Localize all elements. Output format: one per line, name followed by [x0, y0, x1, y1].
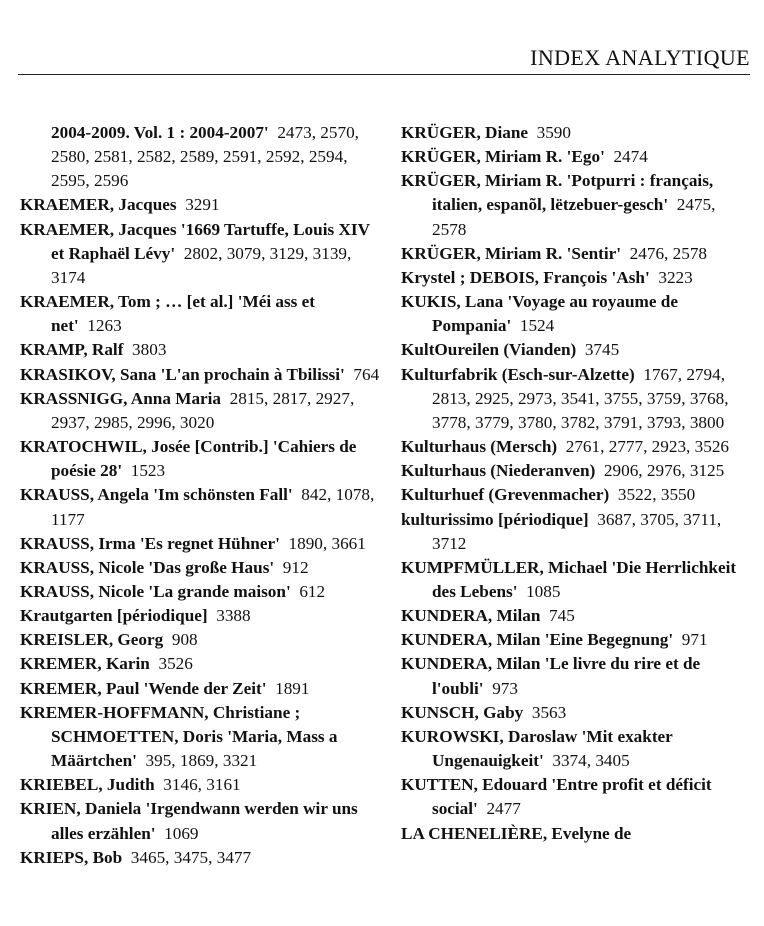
index-entry [20, 701, 380, 773]
index-entry-references: 3522, 3550 [617, 485, 696, 505]
index-entry [20, 363, 380, 387]
index-entry-heading: KUNDERA, Milan [401, 606, 541, 626]
index-entry [20, 338, 380, 362]
index-entry-references: 2474 [613, 147, 648, 167]
index-entry-heading: KRIEBEL, Judith [20, 775, 155, 795]
index-entry-references: 842, 1078, 1177 [51, 485, 375, 529]
index-entry-heading: Krautgarten [périodique] [20, 606, 208, 626]
index-entry [401, 242, 751, 266]
index-entry-references: 3563 [531, 702, 567, 722]
index-entry-references: 3526 [158, 654, 193, 674]
index-entry-heading: Krystel ; DEBOIS, François 'Ash' [401, 267, 650, 287]
index-entry [20, 677, 380, 701]
index-entry-heading: KUNSCH, Gaby [401, 702, 524, 722]
index-entry [401, 628, 751, 652]
running-header [18, 42, 750, 75]
index-entry [20, 193, 380, 217]
index-entry [401, 773, 751, 821]
index-entry [401, 556, 751, 604]
index-entry-references: 3687, 3705, 3711, 3712 [432, 509, 722, 553]
index-entry-references: 973 [492, 678, 518, 698]
index-entry-heading: KRÜGER, Miriam R. 'Potpurri : français, italien, espanõl, lëtzebuer-gesch' [401, 171, 714, 215]
index-entry [401, 652, 751, 700]
index-entry [20, 652, 380, 676]
index-entry [20, 556, 380, 580]
index-entry-references: 3388 [216, 606, 251, 626]
index-entry-references: 3465, 3475, 3477 [130, 847, 252, 867]
index-entry-heading: KRAUSS, Nicole 'La grande maison' [20, 581, 291, 601]
index-entry [20, 846, 380, 870]
index-entry-references: 3291 [185, 195, 220, 215]
index-entry [401, 822, 751, 846]
index-entry-references: 1085 [526, 581, 561, 601]
index-entry-heading: KRÜGER, Diane [401, 123, 529, 142]
index-entry-references: 3146, 3161 [163, 775, 241, 795]
index-entry [401, 145, 751, 169]
index-entry [401, 483, 751, 507]
index-entry-heading: KUMPFMÜLLER, Michael 'Die Herrlichkeit des Lebens' [401, 557, 737, 601]
index-entry [20, 121, 380, 193]
index-entry-references: 2906, 2976, 3125 [603, 461, 725, 481]
index-entry-references: 3745 [584, 340, 620, 360]
index-entry-references: 971 [681, 630, 708, 650]
index-entry-references: 612 [299, 581, 326, 601]
index-entry-heading: KRAUSS, Irma 'Es regnet Hühner' [20, 533, 280, 553]
index-entry-references: 2477 [486, 799, 521, 819]
index-entry-references: 395, 1869, 3321 [145, 751, 258, 771]
index-entry-references: 2476, 2578 [629, 243, 708, 263]
index-entry [20, 532, 380, 556]
index-entry-heading: KRASIKOV, Sana 'L'an prochain à Tbilissi' [20, 364, 345, 384]
index-entry [401, 701, 751, 725]
index-entry [401, 725, 751, 773]
index-entry-heading: KUNDERA, Milan 'Eine Begegnung' [401, 630, 674, 650]
index-entry-heading: KREMER, Karin [20, 654, 150, 674]
index-entry [401, 290, 751, 338]
index-entry-references: 1890, 3661 [288, 533, 366, 553]
index-entry-heading: KUTTEN, Edouard 'Entre profit et déficit social' [401, 775, 712, 819]
index-column-left [20, 121, 380, 870]
index-entry-references: 1524 [519, 316, 555, 336]
index-entry-heading: KREISLER, Georg [20, 630, 164, 650]
index-column-right [401, 121, 751, 846]
index-entry-references: 2761, 2777, 2923, 3526 [565, 437, 729, 457]
index-entry-heading: KRAEMER, Tom ; … [et al.] 'Méi ass et net' [20, 292, 316, 336]
index-entry [401, 169, 751, 241]
index-entry-heading: kulturissimo [périodique] [401, 509, 589, 529]
index-entry-heading: Kulturhuef (Grevenmacher) [401, 485, 610, 505]
index-entry-references: 2473, 2570, 2580, 2581, 2582, 2589, 2591, 2592, 2594, 2595, 2596 [51, 123, 359, 191]
index-entry-heading: KRAMP, Ralf [20, 340, 124, 360]
index-entry-heading: Kulturhaus (Niederanven) [401, 461, 596, 481]
index-entry [401, 338, 751, 362]
index-entry-references: 3374, 3405 [552, 751, 630, 771]
index-entry-heading: KRAEMER, Jacques [20, 195, 177, 215]
index-entry [401, 363, 751, 435]
index-entry-heading: KRIEN, Daniela 'Irgendwann werden wir uns alles erzählen' [20, 799, 358, 843]
index-entry [20, 773, 380, 797]
index-entry [20, 604, 380, 628]
index-entry-heading: KRATOCHWIL, Josée [Contrib.] 'Cahiers de poésie 28' [20, 437, 357, 481]
index-entry-heading: LA CHENELIÈRE, Evelyne de [401, 823, 632, 843]
index-entry-references: 1069 [164, 823, 199, 843]
index-entry-heading: 2004-2009. Vol. 1 : 2004-2007' [51, 123, 269, 142]
index-entry [20, 483, 380, 531]
index-entry-references: 1523 [130, 461, 166, 481]
index-entry-heading: KUROWSKI, Daroslaw 'Mit exakter Ungenauigkeit' [401, 726, 673, 771]
index-entry [20, 628, 380, 652]
index-entry [20, 290, 380, 338]
index-entry-heading: KultOureilen (Vianden) [401, 340, 577, 360]
index-entry [401, 266, 751, 290]
index-entry [401, 435, 751, 459]
index-entry-heading: KRASSNIGG, Anna Maria [20, 388, 222, 408]
index-entry [401, 459, 751, 483]
index-entry-heading: KRÜGER, Miriam R. 'Ego' [401, 147, 605, 167]
index-entry-references: 1767, 2794, 2813, 2925, 2973, 3541, 3755, 3759, 3768, 3778, 3779, 3780, 3782, 3791, 3793, 3800 [432, 364, 729, 432]
index-entry-references: 745 [549, 606, 575, 626]
index-entry-references: 3223 [658, 267, 693, 287]
index-entry-heading: KRIEPS, Bob [20, 847, 123, 867]
index-entry-references: 2802, 3079, 3129, 3139, 3174 [51, 243, 352, 287]
index-entry-heading: KRÜGER, Miriam R. 'Sentir' [401, 243, 622, 263]
index-entry-heading: KREMER, Paul 'Wende der Zeit' [20, 678, 267, 698]
page-title: INDEX ANALYTIQUE [530, 45, 750, 70]
index-entry-references: 908 [171, 630, 198, 650]
index-entry-heading: KRAUSS, Angela 'Im schönsten Fall' [20, 485, 293, 505]
index-entry-references: 3590 [536, 123, 571, 142]
index-entry [401, 508, 751, 556]
index-entry-references: 912 [282, 557, 309, 577]
index-entry [20, 387, 380, 435]
index-entry-references: 2475, 2578 [432, 195, 716, 239]
index-entry-heading: KUKIS, Lana 'Voyage au royaume de Pompania' [401, 292, 678, 336]
index-entry [401, 121, 751, 145]
index-entry [20, 218, 380, 290]
index-entry-references: 2815, 2817, 2927, 2937, 2985, 2996, 3020 [51, 388, 355, 432]
index-entry-heading: KRAUSS, Nicole 'Das große Haus' [20, 557, 275, 577]
index-entry-heading: Kulturfabrik (Esch-sur-Alzette) [401, 364, 635, 384]
index-entry-references: 1891 [275, 678, 310, 698]
index-entry [20, 580, 380, 604]
index-entry-heading: KRAEMER, Jacques '1669 Tartuffe, Louis XIV et Raphaël Lévy' [20, 219, 370, 263]
index-entry-heading: KREMER-HOFFMANN, Christiane ; SCHMOETTEN, Doris 'Maria, Mass a Määrtchen' [20, 702, 338, 771]
index-entry-heading: Kulturhaus (Mersch) [401, 437, 558, 457]
index-entry-references: 764 [353, 364, 380, 384]
index-entry-references: 1263 [87, 316, 122, 336]
index-entry [20, 435, 380, 483]
index-entry-heading: KUNDERA, Milan 'Le livre du rire et de l'oubli' [401, 654, 701, 698]
index-entry [20, 797, 380, 845]
index-entry-references: 3803 [132, 340, 167, 360]
index-entry [401, 604, 751, 628]
